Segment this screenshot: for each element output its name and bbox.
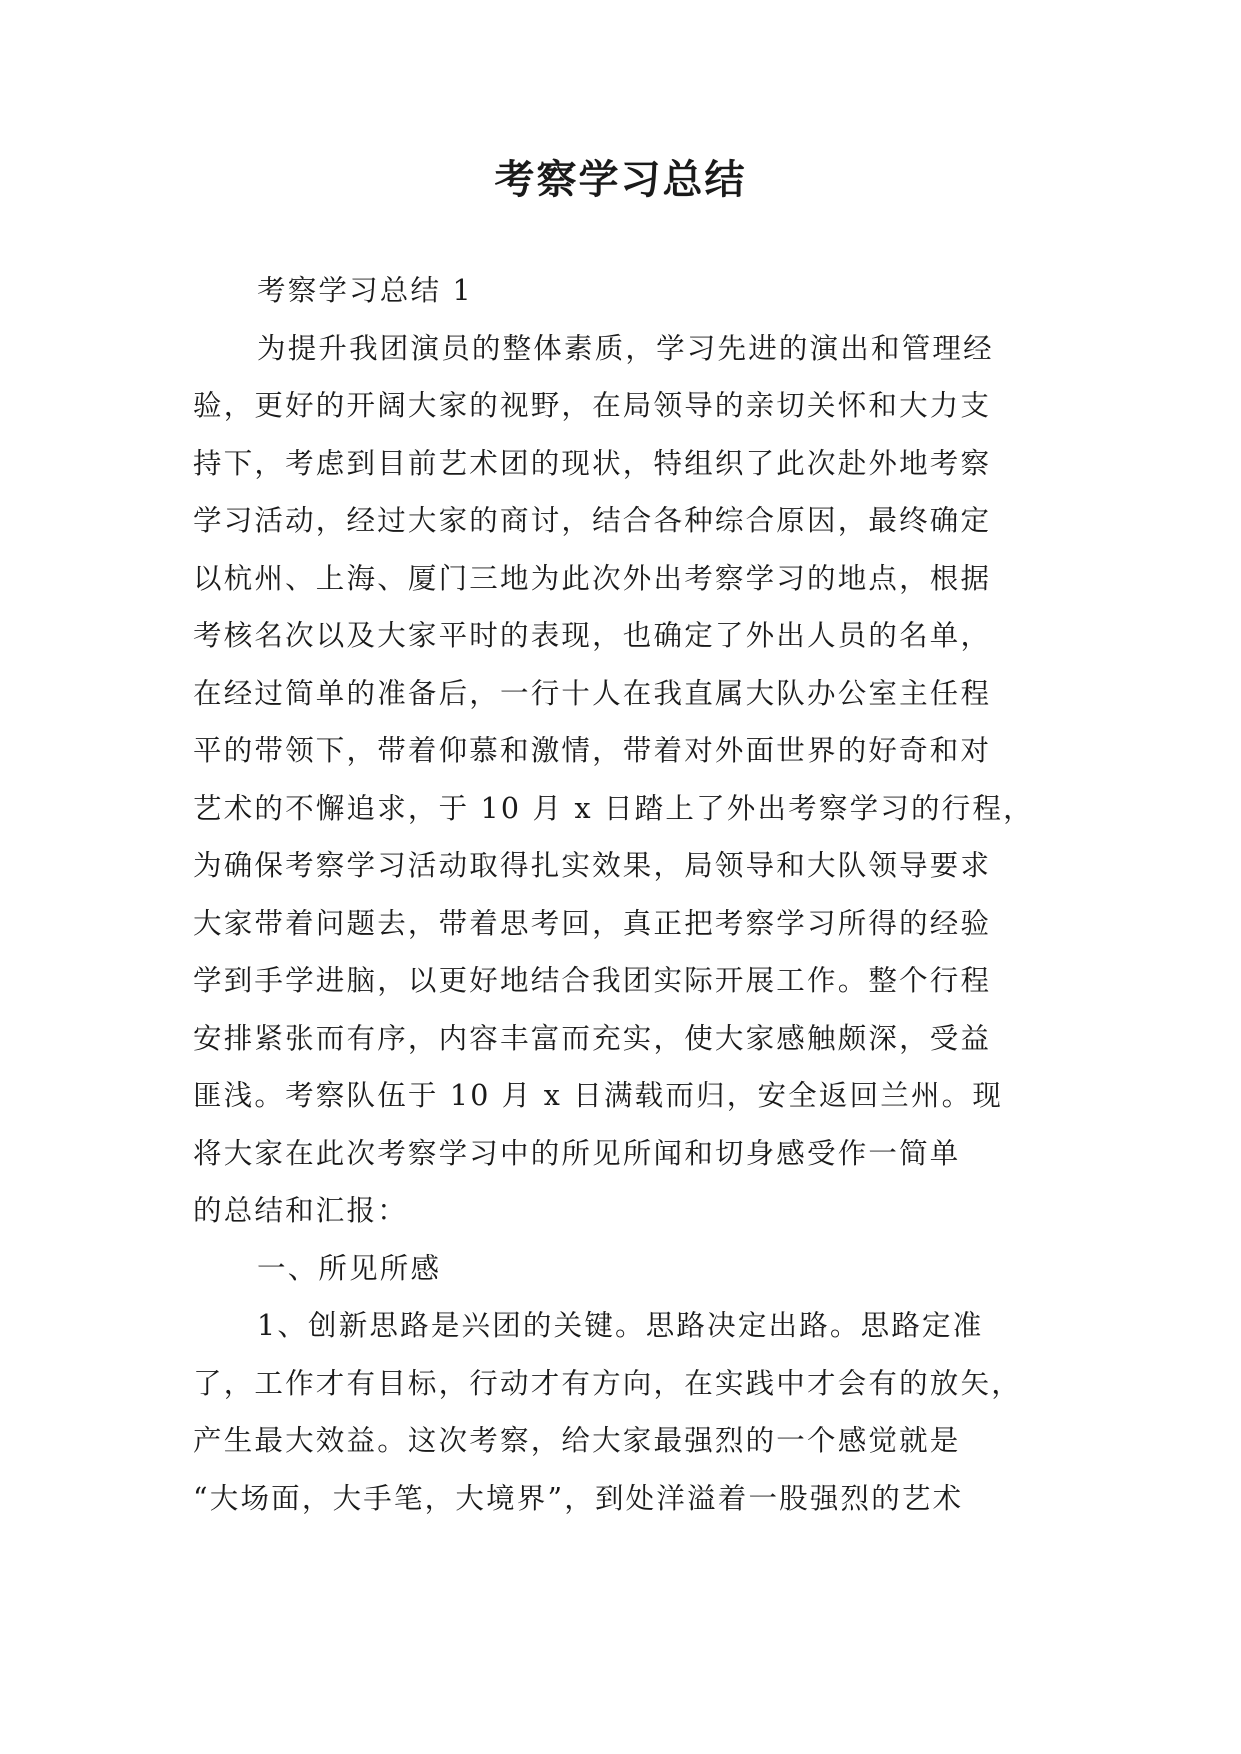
paragraph-line: 考核名次以及大家平时的表现，也确定了外出人员的名单， (193, 619, 992, 652)
paragraph-line: 了，工作才有目标，行动才有方向，在实践中才会有的放矢， (193, 1366, 1022, 1400)
paragraph-line: 为提升我团演员的整体素质，学习先进的演出和管理经 (257, 331, 994, 365)
paragraph-line: 以杭州、上海、厦门三地为此次外出考察学习的地点，根据 (193, 561, 992, 595)
paragraph-line: 艺术的不懈追求，于 10 月 x 日踏上了外出考察学习的行程， (193, 791, 1034, 825)
paragraph-line: 为确保考察学习活动取得扎实效果，局领导和大队领导要求 (193, 849, 992, 882)
paragraph-line: 安排紧张而有序，内容丰富而充实，使大家感触颇深，受益 (193, 1021, 992, 1055)
paragraph-line: 在经过简单的准备后，一行十人在我直属大队办公室主任程 (193, 676, 992, 710)
document-title: 考察学习总结 (494, 156, 747, 203)
paragraph-line: 平的带领下，带着仰慕和激情，带着对外面世界的好奇和对 (193, 734, 992, 767)
paragraph-line: 的总结和汇报： (193, 1194, 408, 1227)
paragraph-line: 学习活动，经过大家的商讨，结合各种综合原因，最终确定 (193, 504, 992, 537)
paragraph-line: 匪浅。考察队伍于 10 月 x 日满载而归，安全返回兰州。现 (193, 1079, 1004, 1112)
paragraph-line: 学到手学进脑，以更好地结合我团实际开展工作。整个行程 (193, 964, 992, 997)
section-heading: 一、所见所感 (257, 1251, 442, 1285)
section-heading: 考察学习总结 1 (257, 274, 473, 307)
paragraph-line: 验，更好的开阔大家的视野，在局领导的亲切关怀和大力支 (193, 389, 992, 422)
paragraph-line: 将大家在此次考察学习中的所见所闻和切身感受作一简单 (193, 1136, 961, 1170)
paragraph-line: 大家带着问题去，带着思考回，真正把考察学习所得的经验 (193, 906, 992, 940)
paragraph-line: 产生最大效益。这次考察，给大家最强烈的一个感觉就是 (193, 1424, 961, 1457)
document-body (193, 262, 1053, 1527)
paragraph-line: 1、创新思路是兴团的关键。思路决定出路。思路定准 (257, 1309, 984, 1342)
paragraph-line: 持下，考虑到目前艺术团的现状，特组织了此次赴外地考察 (193, 446, 992, 480)
paragraph-line: “大场面，大手笔，大境界”，到处洋溢着一股强烈的艺术 (193, 1481, 964, 1515)
